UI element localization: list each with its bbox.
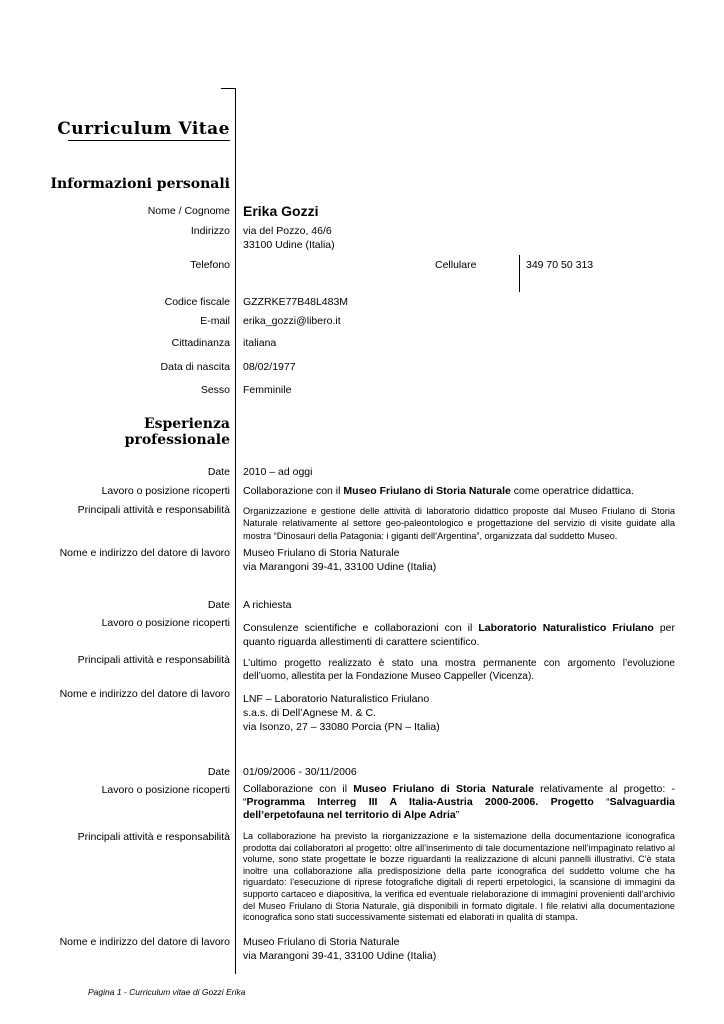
job3-employer-name: Museo Friulano di Storia Naturale	[243, 936, 400, 948]
name-value: Erika Gozzi	[243, 203, 319, 219]
email-label: E-mail	[200, 315, 230, 327]
cv-title: Curriculum Vitae	[57, 119, 230, 139]
job1-position-employer: Museo Friulano di Storia Naturale	[343, 485, 511, 497]
address-line1: via del Pozzo, 46/6	[243, 225, 332, 237]
job2-date: A richiesta	[243, 599, 292, 611]
job1-employer-name: Museo Friulano di Storia Naturale	[243, 547, 400, 559]
job3-position-mid2: “	[593, 796, 610, 808]
job3-activities: La collaborazione ha previsto la riorganizzazione e la sistemazione della documentazione iconografica prodotta dai collaboratori al progetto: oltre all’inserimento di tale documentazione nell’impaginato relativo al volume, sono state progettate le bozze riguardanti la realizzazione di alcuni pannelli illustrativi. C’è stata inoltre una collaborazione alla predisposizione della parte iconografica del suddetto volume che ha riguardato: l’esecuzione di riprese fotografiche digitali di reperti erpetologici, la scansione di immagini da supporto cartaceo e diapositiva, la verifica ed eventuale rielaborazione di immagini provenienti dall’archivio del Museo Friulano di Storia Naturale, già disponibili in formato digitale. I file relativi alla documentazione iconografica sono stati successivamente sistemati ed elaborati in qualità di stampa.	[243, 831, 675, 923]
title-underline	[68, 140, 230, 141]
job3-position-mid: relativamente al progetto: - “	[243, 783, 675, 808]
experience-heading-line2: professionale	[124, 432, 230, 448]
sex-value: Femminile	[243, 384, 292, 396]
job3-position-programme: Programma Interreg III A Italia-Austria 2000-2006. Progetto	[246, 796, 594, 808]
experience-heading-line1: Esperienza	[143, 416, 230, 432]
job2-position-pre: Consulenze scientifiche e collaborazioni con il	[243, 622, 479, 634]
sex-label: Sesso	[200, 384, 230, 396]
birth-label: Data di nascita	[160, 361, 230, 373]
rule-top-tick	[221, 88, 236, 89]
job2-employer-name: LNF – Laboratorio Naturalistico Friulano	[243, 693, 430, 705]
vertical-rule	[235, 88, 236, 974]
job1-activities: Organizzazione e gestione delle attività di laboratorio didattico proposte dal Museo Friulano di Storia Naturale relativamente al settore geo-paleontologico e progettazione del servizio di visite guidate alla mostra “Dinosauri della Patagonia: i giganti dell’Argentina”, organizzata dal suddetto Museo.	[243, 506, 675, 541]
citizenship-value: italiana	[243, 337, 277, 349]
job1-employer-address: via Marangoni 39-41, 33100 Udine (Italia)	[243, 561, 437, 573]
job3-date: 01/09/2006 - 30/11/2006	[243, 766, 357, 778]
job1-position-pre: Collaborazione con il	[243, 485, 344, 497]
job3-position-label: Lavoro o posizione ricoperti	[101, 784, 230, 796]
job3-date-label: Date	[207, 766, 230, 778]
address-label: Indirizzo	[190, 225, 230, 237]
job2-employer-company: s.a.s. di Dell’Agnese M. & C.	[243, 707, 377, 719]
job3-position-project: Salvaguardia dell’erpetofauna nel territorio di Alpe Adria	[243, 796, 675, 821]
page-footer: Pagina 1 - Curriculum vitae di Gozzi Erika	[88, 987, 246, 997]
job2-position-employer: Laboratorio Naturalistico Friulano	[478, 622, 654, 634]
address-line2: 33100 Udine (Italia)	[243, 239, 335, 251]
personal-info-heading: Informazioni personali	[50, 176, 230, 192]
mobile-label: Cellulare	[435, 259, 477, 271]
job1-date-label: Date	[207, 466, 230, 478]
citizenship-label: Cittadinanza	[171, 337, 230, 349]
job1-activities-label: Principali attività e responsabilità	[77, 504, 230, 516]
mobile-divider	[519, 255, 520, 292]
email-value[interactable]: erika_gozzi@libero.it	[243, 315, 341, 327]
job1-position-label: Lavoro o posizione ricoperti	[101, 485, 230, 497]
cf-label: Codice fiscale	[164, 296, 230, 308]
job1-date: 2010 – ad oggi	[243, 466, 313, 478]
job2-employer-address: via Isonzo, 27 – 33080 Porcia (PN – Italia)	[243, 721, 440, 733]
job1-employer-label: Nome e indirizzo del datore di lavoro	[59, 547, 230, 559]
job2-position-post: per quanto riguarda allestimenti di carattere scientifico.	[243, 622, 676, 648]
job1-position	[243, 485, 634, 498]
job2-activities: L’ultimo progetto realizzato è stato una mostra permanente con argomento l’evoluzione dell’uomo, allestita per la Fondazione Museo Cappeller (Vicenza).	[243, 658, 675, 682]
name-label: Nome / Cognome	[147, 205, 230, 217]
job3-activities-label: Principali attività e responsabilità	[77, 831, 230, 843]
job3-position-end: ”	[455, 809, 460, 821]
job3-position-pre: Collaborazione con il	[243, 783, 354, 795]
job2-activities-label: Principali attività e responsabilità	[77, 654, 230, 666]
job3-position	[243, 783, 675, 822]
job3-employer-address: via Marangoni 39-41, 33100 Udine (Italia)	[243, 950, 437, 962]
mobile-value: 349 70 50 313	[526, 259, 594, 271]
job2-position	[243, 622, 675, 649]
job2-employer-label: Nome e indirizzo del datore di lavoro	[59, 688, 230, 700]
job1-position-post: come operatrice didattica.	[510, 485, 635, 497]
job3-employer-label: Nome e indirizzo del datore di lavoro	[59, 936, 230, 948]
job2-date-label: Date	[207, 599, 230, 611]
phone-label: Telefono	[190, 259, 230, 271]
job2-position-label: Lavoro o posizione ricoperti	[101, 617, 230, 629]
birth-value: 08/02/1977	[243, 361, 296, 373]
job3-position-employer: Museo Friulano di Storia Naturale	[353, 783, 534, 795]
cf-value: GZZRKE77B48L483M	[243, 296, 349, 308]
